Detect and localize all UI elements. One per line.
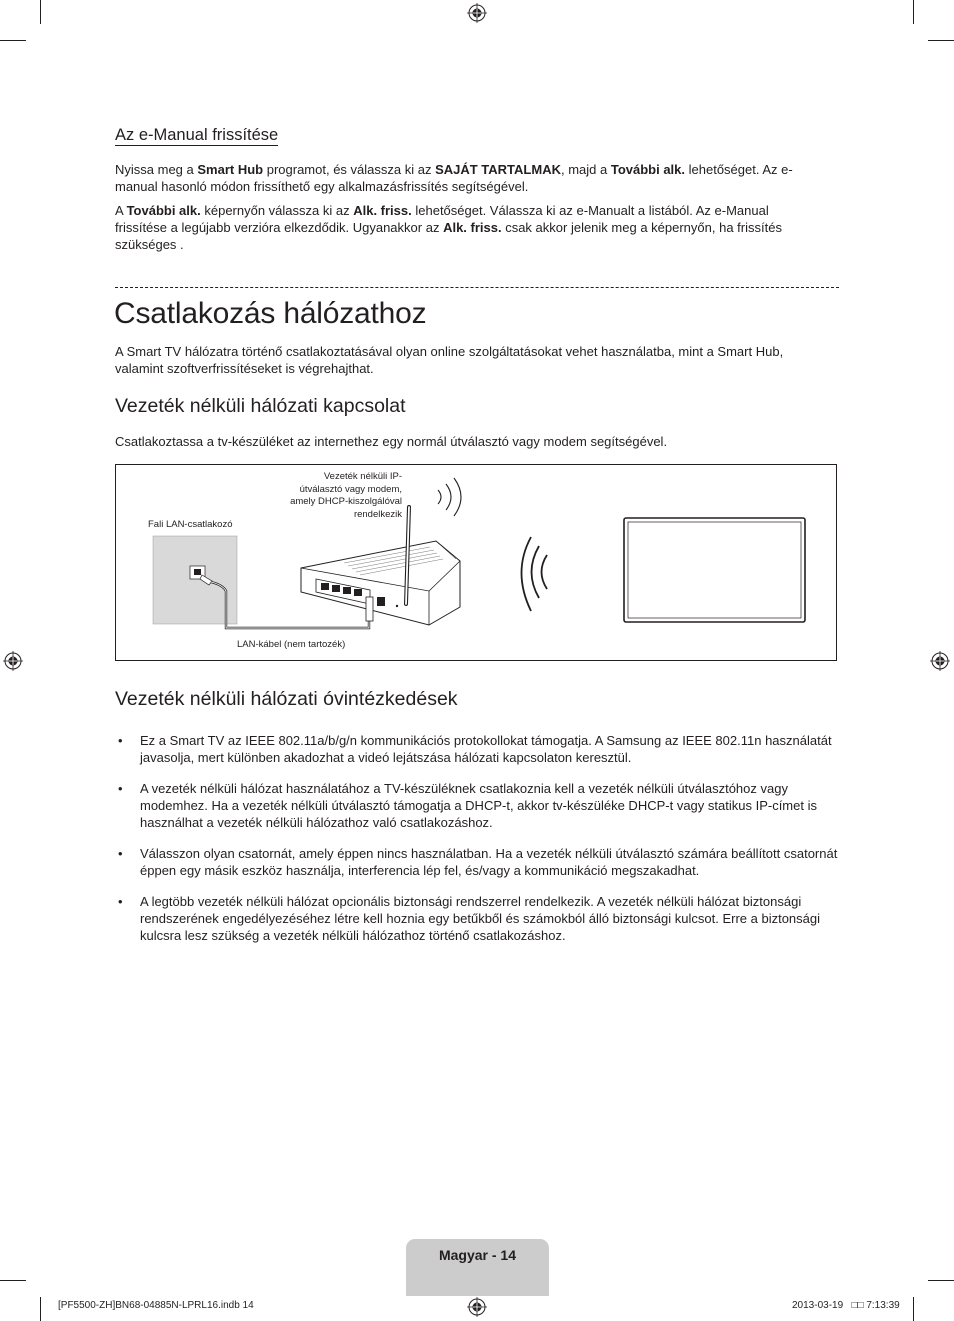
manual-update-paragraph-1: Nyissa meg a Smart Hub programot, és válassza ki az SAJÁT TARTALMAK, majd a További alk. lehetőséget. Az e-manual hasonló módon frissíthető egy alkalmazásfrissítés segítségével. — [115, 162, 793, 194]
router-icon — [301, 507, 460, 625]
list-item: • Ez a Smart TV az IEEE 802.11a/b/g/n kommunikációs protokollokat támogatja. A Samsung az IEEE 802.11n használatát javasolja, mert különben akadozhat a videó lejátszása hálózati kapcsolaton keresztül. — [115, 732, 840, 766]
page-number: Magyar - 14 — [438, 1247, 517, 1263]
crop-mark — [913, 1297, 914, 1321]
wireless-text: Csatlakoztassa a tv-készüléket az internethez egy normál útválasztó vagy modem segítségével. — [115, 434, 668, 449]
registration-mark-icon — [467, 3, 487, 23]
network-intro: A Smart TV hálózatra történő csatlakoztatásával olyan online szolgáltatásokat vehet használatba, mint a Smart Hub, valamint szoftverfrissítéseket is végrehajthat. — [115, 344, 784, 376]
crop-mark — [928, 40, 954, 41]
crop-mark — [928, 1280, 954, 1281]
wireless-connection-diagram — [115, 464, 837, 661]
page-title: Csatlakozás hálózathoz — [114, 297, 427, 330]
router-signal-icon — [438, 478, 461, 516]
precautions-heading: Vezeték nélküli hálózati óvintézkedések — [115, 688, 458, 710]
tv-icon — [624, 518, 805, 622]
list-item: • Válasszon olyan csatornát, amely éppen nincs használatban. Ha a vezeték nélküli útválasztó számára beállított csatornát éppen egy másik eszköz használja, interferencia lép fel, és/vagy a kommunikáció megszakadhat. — [115, 845, 840, 879]
wireless-heading: Vezeték nélküli hálózati kapcsolat — [115, 395, 406, 417]
date-slug: 2013-03-19 □□ 7:13:39 — [792, 1300, 900, 1311]
crop-mark — [913, 0, 914, 24]
page-number-tab — [406, 1239, 549, 1296]
list-item: • A legtöbb vezeték nélküli hálózat opcionális biztonsági rendszerrel rendelkezik. A vezeték nélküli hálózat biztonsági rendszerének engedélyezéséhez létre kell hoznia egy betűkből és számokból álló biztonsági kulcsot. Erre a biztonsági kulcsra lesz szükség a vezeték nélküli hálózathoz történő csatlakozáshoz. — [115, 893, 840, 944]
crop-mark — [40, 0, 41, 24]
crop-mark — [40, 1297, 41, 1321]
registration-mark-icon — [467, 1297, 487, 1317]
section-divider — [115, 287, 839, 288]
router-label: Vezeték nélküli IP- útválasztó vagy modem, amely DHCP-kiszolgálóval rendelkezik — [290, 471, 402, 520]
manual-update-paragraph-2: A További alk. képernyőn válassza ki az Alk. friss. lehetőséget. Válassza ki az e-Manualt a listából. Az e-Manual frissítése a legújabb verzióra elkezdődik. Ugyanakkor az Alk. friss. csak akkor jelenik meg a képernyőn, ha frissítés szükséges . — [115, 203, 782, 252]
diagram-illustration — [116, 465, 836, 660]
wall-lan-label: Fali LAN-csatlakozó — [148, 519, 233, 530]
registration-mark-icon — [930, 651, 950, 671]
wall-icon — [153, 536, 237, 624]
lan-cable-label: LAN-kábel (nem tartozék) — [237, 639, 346, 650]
list-item: • A vezeték nélküli hálózat használatához a TV-készüléknek csatlakoznia kell a vezeték nélküli útválasztóhoz vagy modemhez. Ha a vezeték nélküli útválasztó támogatja a DHCP-t, akkor tv-készüléke DHCP-t vagy statikus IP-címet is használhat a vezeték nélküli hálózathoz való csatlakozáshoz. — [115, 780, 840, 831]
tv-signal-icon — [522, 537, 548, 611]
registration-mark-icon — [3, 651, 23, 671]
precautions-list — [115, 732, 840, 958]
crop-mark — [0, 1280, 26, 1281]
crop-mark — [0, 40, 26, 41]
file-slug: [PF5500-ZH]BN68-04885N-LPRL16.indb 14 — [58, 1300, 254, 1311]
manual-update-heading: Az e-Manual frissítése — [115, 126, 279, 144]
